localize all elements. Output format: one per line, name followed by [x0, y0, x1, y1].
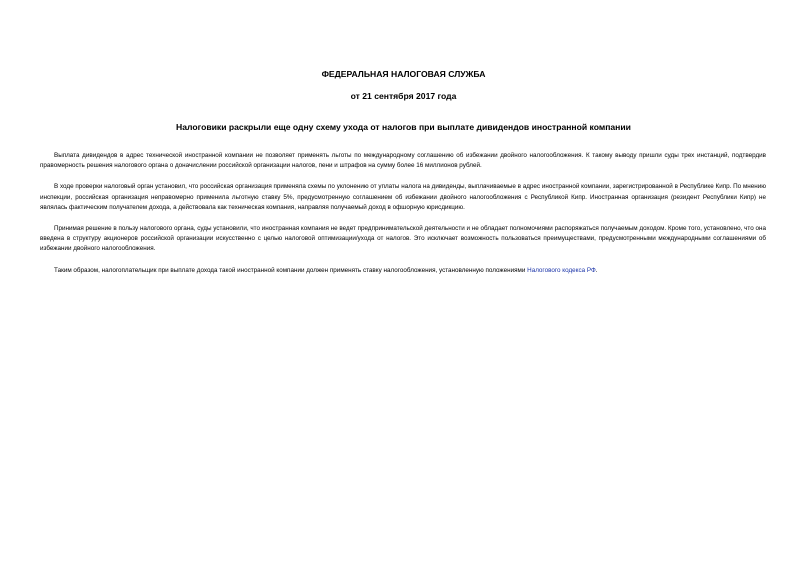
paragraph-2: В ходе проверки налоговый орган установил, что российская организация применяла схемы по уклонению от уплаты налога на дивиденды, выплачиваемые в адрес иностранной компании, зарегистрированной в Республике Кипр. По мнению инспекции, российская организация неправомерно применила льготную ставку 5%, предусмотренную соглашением об избежании двойного налогообложения с Республикой Кипр. Иностранная организация (резидент Республики Кипр) не являлась фактическим получателем дохода, а действовала как техническая компания, направляя получаемый доход в офшорную юрисдикцию.: [40, 183, 766, 211]
organization-heading: ФЕДЕРАЛЬНАЯ НАЛОГОВАЯ СЛУЖБА: [321, 69, 486, 79]
document-body: [40, 151, 766, 287]
tax-code-link[interactable]: Налогового кодекса РФ: [527, 266, 596, 274]
paragraph-4: [40, 266, 766, 276]
paragraph-1: Выплата дивидендов в адрес технической иностранной компании не позволяет применять льготы по международному соглашению об избежании двойного налогообложения. К такому выводу пришли суды трех инстанций, подтвердив правомерность решения налогового органа о доначислении российской организации налогов, пени и штрафов на сумму более 16 миллионов рублей.: [40, 152, 766, 170]
document-title: Налоговики раскрыли еще одну схему ухода от налогов при выплате дивидендов иностранной компании: [176, 122, 631, 132]
paragraph-4-text: Таким образом, налогоплательщик при выплате дохода такой иностранной компании должен применять ставку налогообложения, установленную положениями: [54, 266, 528, 274]
paragraph-4-end: .: [595, 266, 598, 274]
paragraph-3: Принимая решение в пользу налогового органа, суды установили, что иностранная компания не ведет предпринимательской деятельности и не обладает полномочиями распоряжаться получаемым доходом. Кроме того, установлено, что она введена в структуру акционеров российской организации искусственно с целью налоговой оптимизации/ухода от налогов. Это исключает возможность пользоваться преимуществами, предусмотренными международными соглашениями об избежании двойного налогообложения.: [40, 225, 766, 253]
document-date: от 21 сентября 2017 года: [350, 91, 457, 101]
